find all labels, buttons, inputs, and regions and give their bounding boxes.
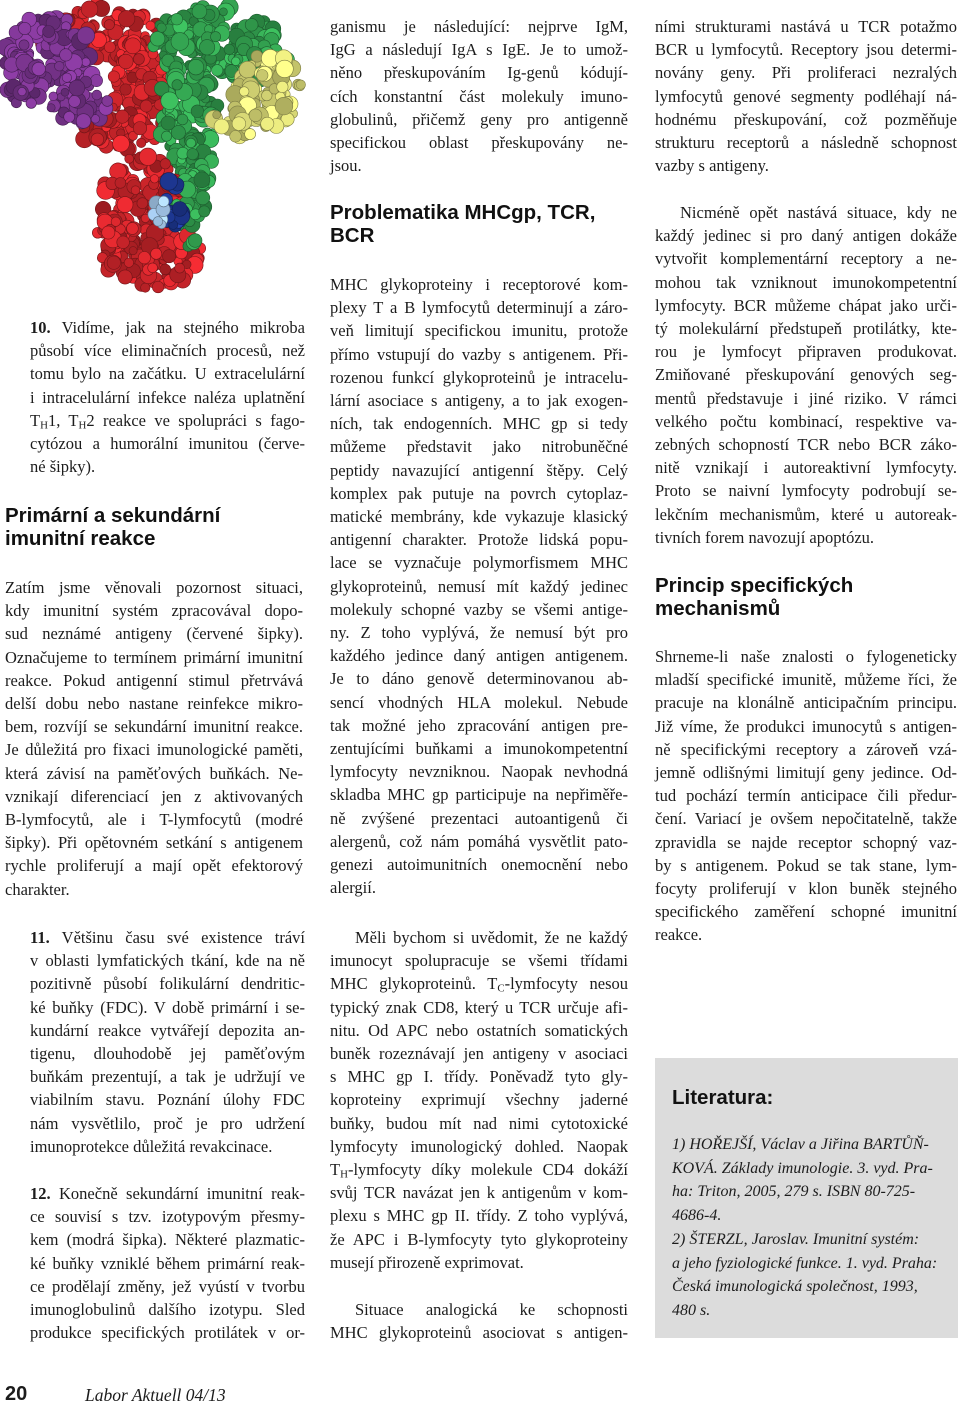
atom-sphere: [191, 105, 204, 118]
atom-sphere: [47, 104, 55, 112]
text-line: lární asociace s antigeny, a to jak exogen-: [330, 391, 628, 411]
atom-sphere: [69, 96, 81, 108]
subscript: C: [497, 983, 505, 996]
atom-sphere: [187, 148, 198, 159]
text-run: -lymfocyty nesou: [504, 974, 629, 994]
text-line: alergií.: [330, 878, 376, 898]
text-line: [30, 1182, 305, 1205]
atom-sphere: [102, 96, 113, 107]
atom-sphere: [18, 87, 26, 95]
atom-sphere: [192, 4, 207, 19]
atom-sphere: [172, 80, 182, 90]
atom-sphere: [118, 270, 132, 284]
text-line: koproteiny exprimují všechny jaderné: [330, 1090, 628, 1110]
text-line: Zatím jsme věnovali pozornost situaci,: [5, 578, 303, 597]
subscript: H: [40, 419, 48, 432]
text-line: ně zvýšené prezentaci autoantigenů či: [330, 808, 628, 828]
atom-sphere: [108, 71, 119, 82]
paragraph-continued: [330, 15, 628, 177]
atom-sphere: [245, 129, 256, 140]
atom-sphere: [213, 111, 221, 119]
text-line: bem, rozvíjí se sekundární imunitní reakce.: [5, 717, 303, 737]
text-line: ganismu je následující: nejprve IgM,: [330, 17, 628, 36]
text-line: imunocyt spolupracuje se všemi třídami: [330, 951, 628, 971]
text-line: typický znak CD8, který u TCR určuje afi-: [330, 997, 628, 1017]
paragraph: [655, 645, 957, 947]
atom-sphere: [211, 32, 221, 42]
atom-sphere: [102, 226, 115, 239]
text-line: reakce.: [655, 925, 703, 945]
reference-line: 480 s.: [672, 1301, 711, 1319]
paragraph: [655, 201, 957, 549]
text-line: ce souvisí s tzv. izotypovým přesmy-: [30, 1207, 305, 1227]
atom-sphere: [117, 197, 133, 213]
text-line: Je důležitá pro fixaci imunologické paměti,: [5, 740, 303, 760]
text-line: ké buňky (FDC). V době primární i se-: [30, 997, 305, 1017]
reference-line: ha: Triton, 2005, 279 s. ISBN 80-725-: [672, 1183, 916, 1201]
figure-caption-12: [30, 1182, 305, 1344]
atom-sphere: [239, 61, 256, 78]
text-line: lymfocyty. BCR můžeme chápat jako urči-: [655, 295, 957, 315]
text-line: plexu s MHC gp II. třídy. Z toho vyplývá,: [330, 1206, 628, 1226]
text-line: specifického zaměření schopné imunitní: [655, 902, 957, 922]
atom-sphere: [60, 49, 72, 61]
text-line: kdy imunitní systém zpracovával dopo-: [5, 601, 303, 621]
atom-sphere: [245, 18, 258, 31]
text-line: Nicméně opět nastává situace, kdy ne: [680, 203, 957, 222]
reference-line: Česká imunologická společnost, 1993,: [672, 1278, 918, 1296]
atom-sphere: [133, 54, 144, 65]
paragraph: [5, 576, 303, 901]
text-line: pracuje na klonálně anticipačním principu.: [655, 693, 957, 713]
atom-sphere: [261, 117, 274, 130]
text-line: Proto se naivní lymfocyty podrobují se-: [655, 481, 957, 501]
text-line: tud pochází termín anticipace čili předur-: [655, 786, 957, 806]
atom-sphere: [61, 88, 69, 96]
text-line: velkého počtu kombinací, respektive va-: [655, 411, 957, 431]
atom-sphere: [199, 206, 210, 217]
text-line: rou je lymfocyt připraven produkovat.: [655, 342, 957, 362]
text-line: ny. Z toho vyplývá, že nemusí být pro: [330, 623, 628, 643]
text-line: každý jedinec si pro daný antigen dokáže: [655, 226, 957, 246]
text-line: i intracelulární infekce naléza uplatnění: [30, 387, 305, 407]
text-line: reakce. Pokud antigenní stimul přetrvává: [5, 670, 303, 690]
text-line: by s antigenem. Pokud se tak stane, lym-: [655, 855, 957, 875]
text-line: v oblasti lymfatických tkání, kde na ně: [30, 951, 305, 971]
text-line: globulinů, přičemž geny pro antigenně: [330, 109, 628, 129]
text-line: delší dobu nebo nastane reinfekce mikro-: [5, 694, 303, 714]
heading-line: Problematika MHCgp, TCR,: [330, 201, 596, 224]
atom-sphere: [76, 114, 91, 129]
text-line: ce prodělají změny, jež vyústí v tvorbu: [30, 1276, 305, 1296]
atom-sphere: [158, 196, 169, 207]
atom-sphere: [111, 217, 120, 226]
subscript: H: [340, 1168, 348, 1181]
text-line: skladba MHC gp participuje na nepřiměře-: [330, 785, 628, 805]
reference-line: a jeho fyziologické funkce. 1. vyd. Praha:: [672, 1254, 938, 1272]
atom-sphere: [113, 135, 130, 152]
atom-sphere: [139, 148, 156, 165]
section-heading: [330, 201, 628, 247]
text-line: jsou.: [330, 156, 362, 176]
text-line: novány geny. Při proliferaci nezralých: [655, 63, 957, 83]
text-line: lymfocyty nevzniknou. Naopak nevhodná: [330, 762, 628, 782]
text-line: [330, 1158, 628, 1181]
atom-sphere: [125, 38, 141, 54]
atom-sphere: [126, 223, 138, 235]
text-line: ních, tak endogenních. MHC gp si tedy: [330, 414, 628, 434]
atom-sphere: [146, 21, 155, 30]
atom-sphere: [214, 119, 229, 134]
text-line: tivních forem navozují apoptózu.: [655, 527, 875, 547]
text-line: musejí přirozeně exprimovat.: [330, 1252, 524, 1272]
atom-sphere: [296, 80, 305, 89]
atom-sphere: [131, 186, 140, 195]
text-line: hodnému přeskupování, což pozměňuje: [655, 109, 957, 129]
text-line: vazby s antigeny.: [655, 156, 769, 176]
text-line: veň limitují specifickou imunitu, protože: [330, 321, 628, 341]
atom-sphere: [91, 133, 104, 146]
atom-sphere: [249, 109, 262, 122]
atom-sphere: [19, 40, 29, 50]
atom-sphere: [175, 263, 185, 273]
text-line: Měli bychom si uvědomit, že ne každý: [355, 928, 628, 947]
text-line: [30, 409, 305, 432]
text-line: nitě vznikají i autoreaktivní lymfocyty.: [655, 458, 957, 478]
heading-line: Primární a sekundární: [5, 504, 221, 527]
atom-sphere: [49, 92, 58, 101]
atom-sphere: [188, 59, 204, 75]
atom-sphere: [150, 175, 158, 183]
antibody-structure-image: [0, 0, 310, 300]
atom-sphere: [19, 22, 31, 34]
caption-number: 11.: [30, 928, 50, 947]
literature-references: [672, 1133, 944, 1323]
atom-sphere: [133, 122, 146, 135]
text-line: buněk rozeznávají jen antigeny v asociaci: [330, 1044, 628, 1064]
text-line: lymfocytů genové segmenty podléhají ná-: [655, 86, 957, 106]
atom-sphere: [116, 110, 129, 123]
atom-sphere: [129, 247, 137, 255]
text-line: lymfocyty imunologický dohled. Naopak: [330, 1136, 628, 1156]
text-line: vznikají diferenciací jen z aktivovaných: [5, 786, 303, 806]
text-line: kundární reakce vytvářejí depozita an-: [30, 1020, 305, 1040]
atom-sphere: [277, 81, 288, 92]
atom-sphere: [160, 264, 171, 275]
text-line: né šipky).: [30, 457, 96, 477]
text-line: Situace analogická ke schopnosti: [355, 1300, 628, 1319]
atom-sphere: [77, 27, 94, 44]
reference-line: 4686-4.: [672, 1207, 722, 1225]
text-line: rozenou funkcí glykoproteinů je intracelu-: [330, 367, 628, 387]
text-line: působí více eliminačních procesů, než: [30, 341, 305, 361]
atom-sphere: [43, 26, 55, 38]
text-line: Zmiňované přeskupování genových seg-: [655, 365, 957, 385]
text-line: svůj TCR navázat jen k antigenům v kom-: [330, 1183, 628, 1203]
caption-number: 12.: [30, 1184, 51, 1203]
atom-sphere: [115, 178, 126, 189]
heading-line: Princip specifických: [655, 574, 854, 597]
text-line: vytvořit komplementární receptory a ne-: [655, 249, 957, 269]
text-line: šipky). Při opětovném setkání s antigenem: [5, 833, 303, 853]
text-run: Většinu času své existence tráví: [49, 928, 305, 947]
text-line: genezi autoimunitních onemocnění nebo: [330, 855, 628, 875]
atom-sphere: [196, 191, 210, 205]
atom-sphere: [64, 111, 75, 122]
page-number: 20: [5, 1383, 28, 1405]
reference-line: 2) ŠTERZL, Jaroslav. Imunitní systém:: [672, 1230, 920, 1248]
text-line: Shrneme-li naše znalosti o fylogeneticky: [655, 647, 957, 666]
subscript: H: [78, 419, 87, 432]
atom-sphere: [171, 33, 189, 51]
atom-sphere: [275, 97, 293, 115]
text-line: strukturu receptorů a následně schopnost: [655, 133, 957, 153]
text-line: zentujícími buňkami a imunokompetentní: [330, 739, 628, 759]
atom-sphere: [117, 236, 130, 249]
text-line: ně specifickými receptory a zároveň vzá-: [655, 739, 957, 759]
atom-sphere: [239, 87, 249, 97]
atom-sphere: [151, 248, 162, 259]
atom-sphere: [26, 98, 36, 108]
text-line: matické membrány, kde vykazuje klasický: [330, 507, 628, 527]
text-run: Vidíme, jak na stejného mikroba: [50, 318, 305, 337]
atom-sphere: [137, 138, 146, 147]
atom-sphere: [55, 61, 65, 71]
text-line: [30, 926, 305, 949]
atom-sphere: [140, 100, 152, 112]
atom-sphere: [177, 114, 188, 125]
text-line: antigenní charakter. Protože lidská popu-: [330, 530, 628, 550]
text-line: buňkám prezentují, a tak je udržují ve: [30, 1067, 305, 1087]
reference-line: 1) HOŘEJŠÍ, Václav a Jiřina BARTŮŇ-: [672, 1136, 929, 1153]
text-line: můžeme představit jako nitrobuněčné: [330, 437, 628, 457]
text-line: tý molekulární předstupeň protilátky, kte-: [655, 319, 957, 339]
text-line: zpravidla se najde receptor schopný vaz-: [655, 832, 957, 852]
text-line: buňky, budou mít nad nimi cytotoxické: [330, 1113, 628, 1133]
text-line: jemně odlišnými limitují geny jedince. Od-: [655, 763, 957, 783]
text-line: alergenů, což nám pomáhá vysvětlit pato-: [330, 831, 628, 851]
section-heading: [655, 574, 957, 620]
atom-sphere: [104, 20, 114, 30]
atom-sphere: [230, 131, 242, 143]
caption-number: 10.: [30, 318, 51, 337]
text-line: peptidy navazující antigenní štěpy. Celý: [330, 460, 628, 480]
text-line: viabilním stavu. Poznání úlohy FDC: [30, 1090, 305, 1110]
atom-sphere: [138, 252, 150, 264]
text-line: mladší specifické imunitě, můžeme říci, že: [655, 670, 957, 690]
atom-sphere: [160, 159, 170, 169]
atom-sphere: [90, 75, 102, 87]
text-run: T: [30, 410, 41, 430]
text-run: -lymfocyty díky molekule CD4 dokáží: [347, 1160, 628, 1180]
text-line: pozitivně působí folikulární dendritic-: [30, 974, 305, 994]
atom-sphere: [199, 40, 214, 55]
text-line: Již víme, že produkci imunocytů s antigen-: [655, 716, 957, 736]
reference-line: KOVÁ. Základy imunologie. 3. vyd. Pra-: [672, 1159, 933, 1177]
atom-sphere: [224, 44, 235, 55]
text-line: focyty proliferují v klon buněk stejného: [655, 879, 957, 899]
heading-line: BCR: [330, 224, 375, 247]
text-line: sud neznámé antigeny (červené šipky).: [5, 624, 303, 644]
text-line: rychle proliferují a mají opět efektorový: [5, 856, 303, 876]
atom-sphere: [153, 217, 163, 227]
text-line: tak možné jeho zpracování antigen pre-: [330, 715, 628, 735]
atom-sphere: [162, 131, 172, 141]
text-line: lekčním mechanismům, které u autoreak-: [655, 504, 957, 524]
text-line: nám vysvětlilo, proč je pro udržení: [30, 1113, 305, 1133]
atom-sphere: [32, 62, 45, 75]
text-line: tigenu, dlouhodobě jej paměťovým: [30, 1044, 305, 1064]
text-line: IgG a následují IgA s IgE. Je to umož-: [330, 40, 628, 60]
text-line: imunoglobulinů dalšího izotypu. Sled: [30, 1300, 305, 1320]
text-line: MHC glykoproteinů asociovat s antigen-: [330, 1323, 628, 1343]
paragraph: [330, 926, 628, 1274]
text-line: komplex pak putuje na povrch cytoplaz-: [330, 483, 628, 503]
atom-sphere: [232, 117, 246, 131]
atom-sphere: [69, 80, 85, 96]
text-line: sencí vhodných HLA molekul. Nebude: [330, 692, 628, 712]
text-line: ké buňky vzniklé během primární reak-: [30, 1253, 305, 1273]
atom-sphere: [125, 154, 134, 163]
text-line: každého jedince daný antigen antigenem.: [330, 646, 628, 666]
text-line: přímo vstupují do vazby s antigenem. Při-: [330, 344, 628, 364]
atom-sphere: [119, 54, 134, 69]
text-line: cích konstantní část molekuly imuno-: [330, 86, 628, 106]
atom-sphere: [150, 32, 165, 47]
atom-sphere: [172, 202, 187, 217]
text-line: specifickou oblast přeskupovány ne-: [330, 133, 628, 153]
atom-sphere: [157, 23, 166, 32]
literature-heading: Literatura:: [672, 1086, 774, 1109]
paragraph: [330, 273, 628, 899]
atom-sphere: [256, 70, 268, 82]
text-line: ními strukturami nastává u TCR potažmo: [655, 17, 957, 36]
figure-caption-11: [30, 926, 305, 1158]
text-run: Konečně sekundární imunitní reak-: [50, 1184, 305, 1203]
text-line: molekuly schopné vazby se všemi antige-: [330, 599, 628, 619]
text-line: MHC glykoproteiny i receptorové kom-: [330, 275, 628, 294]
atom-sphere: [141, 283, 150, 292]
text-run: T: [330, 1160, 341, 1180]
text-line: mohou tak vzniknout imunokompetentní: [655, 272, 957, 292]
text-line: [30, 316, 305, 339]
text-line: čení. Variací je ovšem nepočitatelně, takže: [655, 809, 957, 829]
atom-sphere: [120, 84, 131, 95]
text-line: produkce specifických protilátek v or-: [30, 1323, 305, 1343]
atom-sphere: [160, 173, 178, 191]
paragraph: [330, 1298, 628, 1344]
text-line: která závisí na paměťových buňkách. Ne-: [5, 763, 303, 783]
text-line: cytózou a humorální imunitou (červe-: [30, 434, 305, 454]
text-line: mentů představuje i jiné riziko. V rámci: [655, 388, 957, 408]
text-line: plexy T a B lymfocytů determinují a záro-: [330, 298, 628, 318]
atom-sphere: [194, 172, 210, 188]
atom-sphere: [107, 256, 120, 269]
paragraph-continued: [655, 15, 957, 177]
literature-box: [655, 1058, 958, 1338]
text-line: BCR u lymfocytů. Receptory jsou determi-: [655, 40, 957, 60]
heading-line: imunitní reakce: [5, 527, 156, 550]
atom-sphere: [152, 281, 164, 293]
text-line: že APC i B-lymfocyty tyto glykoproteiny: [330, 1229, 628, 1249]
atom-sphere: [81, 1, 98, 18]
atom-sphere: [186, 138, 196, 148]
text-line: s MHC gp I. třídy. Poněvadž tyto gly-: [330, 1067, 628, 1087]
text-line: lace se vyznačuje polymorfismem MHC: [330, 553, 628, 573]
atom-sphere: [124, 258, 133, 267]
text-line: glykoproteinů, nemusí mít každý jedinec: [330, 576, 628, 596]
atom-sphere: [118, 10, 135, 27]
section-heading: [5, 504, 303, 550]
text-line: Označujeme to termínem primární imunitní: [5, 647, 303, 667]
atom-sphere: [163, 250, 176, 263]
text-line: imunoprotekce důležitá revakcinace.: [30, 1136, 273, 1156]
atom-sphere: [148, 263, 158, 273]
atom-sphere: [92, 90, 102, 100]
figure-caption-10: [30, 316, 305, 478]
text-line: charakter.: [5, 879, 70, 899]
atom-sphere: [276, 60, 293, 77]
atom-sphere: [251, 50, 263, 62]
atom-sphere: [62, 73, 71, 82]
text-line: Je to dáno genově determinovanou ab-: [330, 669, 628, 689]
text-line: kem (modrá šipka). Některé plazmatic-: [30, 1230, 305, 1250]
journal-name: Labor Aktuell 04/13: [85, 1385, 226, 1405]
atom-sphere: [82, 58, 91, 67]
atom-sphere: [232, 57, 241, 66]
text-line: B-lymfocytů, ale i T-lymfocytů (modré: [5, 810, 303, 830]
text-line: tomu bylo na začátku. U extracelulární: [30, 364, 305, 384]
text-run: MHC glykoproteinů. T: [330, 974, 498, 994]
atom-sphere: [137, 198, 148, 209]
text-line: nitu. Od APC nebo ostatních somatických: [330, 1020, 628, 1040]
text-run: 1, T: [47, 410, 79, 430]
heading-line: mechanismů: [655, 597, 781, 620]
atom-sphere: [171, 13, 183, 25]
text-run: 2 reakce ve spolupráci s fago-: [86, 410, 306, 430]
atom-sphere: [161, 116, 175, 130]
text-line: zebných schopností TCR nebo BCR záko-: [655, 435, 957, 455]
atom-sphere: [188, 234, 202, 248]
text-line: něno přeskupováním Ig-genů kódují-: [330, 63, 628, 83]
text-line: [330, 972, 628, 995]
